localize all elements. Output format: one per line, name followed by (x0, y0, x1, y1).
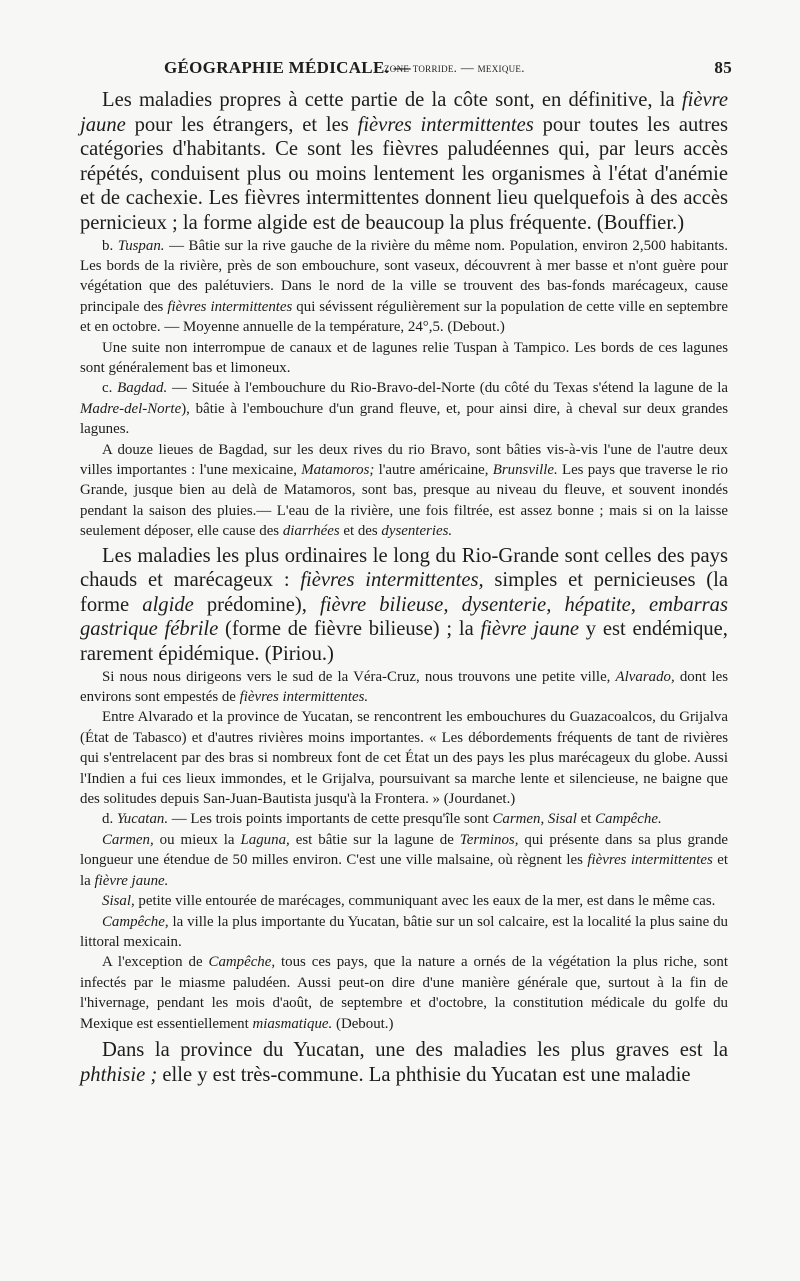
text-run: — Bâtie sur la rive gauche de la rivière du même nom. Population, environ 2,500 habitants. Les bords de la rivière, près de son embouchure, sont vaseux, découvrent à mer basse et n'ont guère pour végétation que des palétuviers. Dans le nord de la ville se trouvent des bas-fonds marécageux, cause principale des (80, 237, 728, 315)
italic-text: Carmen, (102, 831, 154, 848)
text-run: pour toutes les autres catégories d'habitants. Ce sont les fièvres paludéennes qui, par leurs accès répétés, conduisent plus ou moins lentement les organismes à l'état d'anémie et de cachexie. Les fièvres intermittentes donnent lieu quelquefois à des accès pernicieux ; la forme algide est de beaucoup la plus fréquente. (Bouffier.) (80, 113, 728, 234)
italic-text: phthisie ; (80, 1063, 158, 1086)
text-run: Une suite non interrompue de canaux et de lagunes relie Tuspan à Tampico. Les bords de ces lagunes sont généralement bas et limoneux. (80, 339, 728, 376)
text-run: et (576, 811, 596, 828)
italic-text: algide (142, 593, 194, 616)
italic-text: miasmatique. (252, 1015, 333, 1032)
paragraph (80, 236, 728, 338)
italic-text: Campêche, (102, 913, 169, 930)
paragraph (80, 1038, 728, 1087)
text-run: Dans la province du Yucatan, une des maladies les plus graves est la (102, 1038, 728, 1061)
text-run: est bâtie sur la lagune de (289, 831, 460, 848)
text-run: simples et pernicieuses (la forme (80, 569, 728, 616)
header-title: GÉOGRAPHIE MÉDICALE. — (164, 58, 411, 77)
text-run: Entre Alvarado et la province de Yucatan, se rencontrent les embouchures du Guazacoalcos, du Grijalva (État de Tabasco) et d'autres rivières moins importantes. « Les débordements fréquents de tant de rivières qui s'entrelacent par des bras si nombreux font de cet État un des pays les plus marécageux du globe. Aussi l'Indien a fui ces lieux immondes, et le Grijalva, poursuivant sa marche lente et silencieuse, ne baigne que des solitudes depuis San-Juan-Bautista jusqu'à la Frontera. » (Jourdanet.) (80, 709, 728, 808)
text-run: dont les environs sont empestés de (80, 668, 728, 706)
text-run: elle y est très-commune. La phthisie du Yucatan est une maladie (157, 1063, 691, 1086)
italic-text: dysenteries. (381, 523, 453, 540)
text-run: A l'exception de (102, 954, 209, 971)
text-run: qui sévissent régulièrement sur la population de cette ville en septembre et en octobre. — Moyenne annuelle de la température, 24°,5. (Debout.) (80, 298, 728, 336)
text-run: petite ville entourée de marécages, communiquant avec les eaux de la mer, est dans le même cas. (134, 893, 716, 910)
italic-text: Carmen, Sisal (492, 811, 577, 828)
paragraph (80, 338, 728, 379)
paragraph (80, 952, 728, 1034)
italic-text: Alvarado, (615, 668, 675, 685)
text-run: ), bâtie à l'embouchure d'un grand fleuve, et, pour ainsi dire, à cheval sur deux grandes lagunes. (80, 400, 728, 438)
text-run: (Debout.) (332, 1015, 394, 1032)
text-run: tous ces pays, que la nature a ornés de la végétation la plus riche, sont infectés par le miasme paludéen. Aussi peut-on dire d'une manière générale que, surtout à la fin de l'hivernage, pendant les mois d'août, de septembre et d'octobre, la constitution médicale du golfe du Mexique est essentiellement (80, 954, 729, 1032)
text-run: pour les étrangers, et les (125, 113, 358, 136)
italic-text: Matamoros; (301, 462, 375, 479)
text-run: c. (102, 380, 118, 397)
paragraph (80, 809, 728, 829)
italic-text: fièvre bilieuse, dysenterie, hépatite, embarras gastrique fébrile (80, 593, 728, 641)
italic-text: fièvre jaune (80, 89, 728, 136)
paragraph (80, 667, 728, 708)
italic-text: fièvres intermittentes, (300, 569, 484, 592)
text-run: b. (102, 237, 118, 254)
italic-text: diarrhées (282, 523, 340, 540)
text-run: d. (102, 811, 117, 828)
text-run: A douze lieues de Bagdad, sur les deux rives du rio Bravo, sont bâties vis-à-vis l'une de l'autre deux villes importantes : l'une mexicaine, (80, 441, 728, 479)
italic-text: fièvres intermittentes. (239, 689, 369, 706)
paragraph (80, 830, 728, 891)
paragraph (80, 707, 728, 809)
italic-text: fièvres intermittentes (167, 298, 293, 315)
text-run: la ville la plus importante du Yucatan, bâtie sur un sol calcaire, est la localité la plus saine du littoral mexicain. (80, 913, 728, 950)
italic-text: Campêche. (595, 811, 662, 828)
text-run: — Située à l'embouchure du Rio-Bravo-del-Norte (du côté du Texas s'étend la lagune de la (167, 380, 728, 397)
text-run: ou mieux la (153, 831, 241, 848)
text-run: Les pays que traverse le rio Grande, jusque bien au delà de Matamoros, sont bas, presque au niveau du fleuve, et souvent inondés pendant la saison des pluies.— L'eau de la rivière, une fois filtrée, est assez bonne ; mais si on la laisse seulement déposer, elle cause des (80, 462, 729, 540)
paragraph (80, 440, 728, 542)
italic-text: Bagdad. (117, 380, 168, 397)
paragraph (80, 912, 728, 953)
paragraph (80, 544, 728, 667)
body-text (80, 88, 728, 1087)
italic-text: Brunsville. (492, 462, 558, 479)
paragraph (80, 88, 728, 236)
text-run: (forme de fièvre bilieuse) ; la (218, 618, 481, 641)
text-run: y est endémique, rarement épidémique. (Piriou.) (80, 618, 728, 666)
italic-text: fièvres intermittentes (587, 852, 713, 869)
text-run: et la (80, 852, 728, 889)
text-run: qui présente dans sa plus grande longueur une étendue de 50 milles environ. C'est une ville malsaine, où règnent les (80, 831, 728, 869)
paragraph (80, 891, 728, 911)
text-run: Si nous nous dirigeons vers le sud de la Véra-Cruz, nous trouvons une petite ville, (102, 668, 616, 685)
italic-text: Laguna, (240, 831, 290, 848)
text-run: Les maladies propres à cette partie de la côte sont, en définitive, la (102, 89, 682, 111)
page-number: 85 (714, 58, 732, 77)
italic-text: fièvre jaune. (94, 872, 169, 889)
text-run: Les maladies les plus ordinaires le long du Rio-Grande sont celles des pays chauds et marécageux : (80, 544, 728, 592)
text-run: l'autre américaine, (374, 462, 493, 479)
text-run: — Les trois points importants de cette presqu'île sont (168, 811, 493, 828)
italic-text: fièvre jaune (480, 618, 580, 641)
text-run: prédomine), (193, 593, 321, 616)
italic-text: Tuspan. (117, 237, 165, 254)
italic-text: Yucatan. (116, 811, 169, 828)
italic-text: Terminos, (459, 831, 519, 848)
paragraph (80, 378, 728, 439)
italic-text: Madre-del-Norte (80, 400, 182, 417)
italic-text: fièvres intermittentes (357, 113, 534, 136)
italic-text: Sisal, (102, 893, 135, 910)
header-section: zone torride. — mexique. (384, 60, 525, 75)
text-run: et des (339, 523, 382, 540)
italic-text: Campêche, (208, 954, 276, 971)
